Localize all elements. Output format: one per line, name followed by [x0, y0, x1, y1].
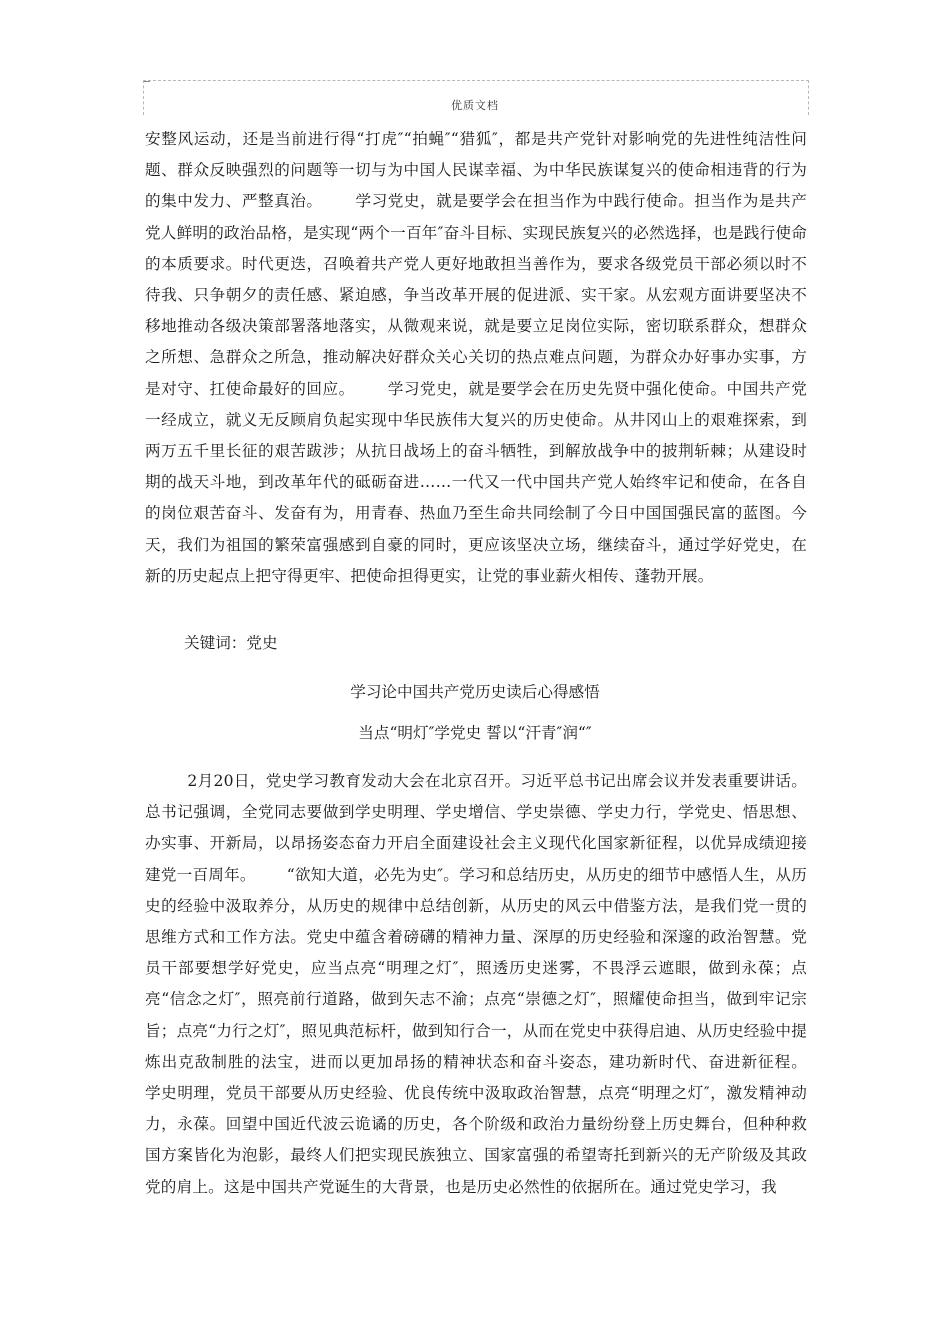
section-title: 学习论中国共产党历史读后心得感悟: [350, 683, 600, 701]
body-paragraph-2: [145, 766, 838, 1203]
body-paragraph-1: [145, 124, 807, 592]
keywords-line: 关键词：党史: [184, 634, 278, 652]
paragraph-text: 2月20日，党史学习教育发动大会在北京召开。习近平总书记出席会议并发表重要讲话。总书记强调，全党同志要做到学史明理、学史增信、学史崇德、学史力行，学党史、悟思想、办实事、开新局，以昂扬姿态奋力开启全面建设社会主义现代化国家新征程，以优异成绩迎接建党一百周年。 “欲知大道，必先为史″。学习和总结历史，从历史的细节中感悟人生，从历史的经验中汲取养分，从历史的规律中总结创新，从历史的风云中借鉴方法，是我们党一贯的思维方式和工作方法。党史中蕴含着磅礴的精神力量、深厚的历史经验和深邃的政治智慧。党员干部要想学好党史，应当点亮“明理之灯″，照透历史迷雾，不畏浮云遮眼，做到永葆；点亮“信念之灯″，照亮前行道路，做到矢志不渝；点亮“崇德之灯″，照耀使命担当，做到牢记宗旨；点亮“力行之灯″，照见典范标杆，做到知行合一，从而在党史中获得启迪、从历史经验中提炼出克敌制胜的法宝，进而以更加昂扬的精神状态和奋斗姿态，建功新时代、奋进新征程。 学史明理，党员干部要从历史经验、优良传统中汲取政治智慧，点亮“明理之灯″，激发精神动力，永葆。回望中国近代波云诡谲的历史，各个阶级和政治力量纷纷登上历史舞台，但种种救国方案皆化为泡影，最终人们把实现民族独立、国家富强的希望寄托到新兴的无产阶级及其政党的肩上。这是中国共产党诞生的大背景，也是历史必然性的依据所在。通过党史学习，我: [145, 772, 838, 1196]
page-header-label: 优质文档: [451, 99, 499, 112]
paragraph-text: 安整风运动，还是当前进行得“打虎″“拍蝇″“猎狐″，都是共产党针对影响党的先进性纯洁性问题、群众反映强烈的问题等一切与为中国人民谋幸福、为中华民族谋复兴的使命相违背的行为的集中发力、严整真治。 学习党史，就是要学会在担当作为中践行使命。担当作为是共产党人鲜明的政治品格，是实现“两个一百年″奋斗目标、实现民族复兴的必然选择，也是践行使命的本质要求。时代更迭，召唤着共产党人更好地敢担当善作为，要求各级党员干部必须以时不待我、只争朝夕的责任感、紧迫感，争当改革开展的促进派、实干家。从宏观方面讲要坚决不移地推动各级决策部署落地落实，从微观来说，就是要立足岗位实际，密切联系群众，想群众之所想、急群众之所急，推动解决好群众关心关切的热点难点问题，为群众办好事办实事，方是对守、扛使命最好的回应。 学习党史，就是要学会在历史先贤中强化使命。中国共产党一经成立，就义无反顾肩负起实现中华民族伟大复兴的历史使命。从井冈山上的艰难探索，到两万五千里长征的艰苦跋涉；从抗日战场上的奋斗牺牲，到解放战争中的披荆斩棘；从建设时期的战天斗地，到改革年代的砥砺奋进……一代又一代中国共产党人始终牢记和使命，在各自的岗位艰苦奋斗、发奋有为，用青春、热血乃至生命共同绘制了今日中国国强民富的蓝图。今天，我们为祖国的繁荣富强感到自豪的同时，更应该坚决立场，继续奋斗，通过学好党史，在新的历史起点上把守得更牢、把使命担得更实，让党的事业薪火相传、蓬勃开展。: [145, 130, 807, 585]
section-subtitle: 当点“明灯″学党史 誓以“汗青″润“″: [358, 724, 592, 742]
